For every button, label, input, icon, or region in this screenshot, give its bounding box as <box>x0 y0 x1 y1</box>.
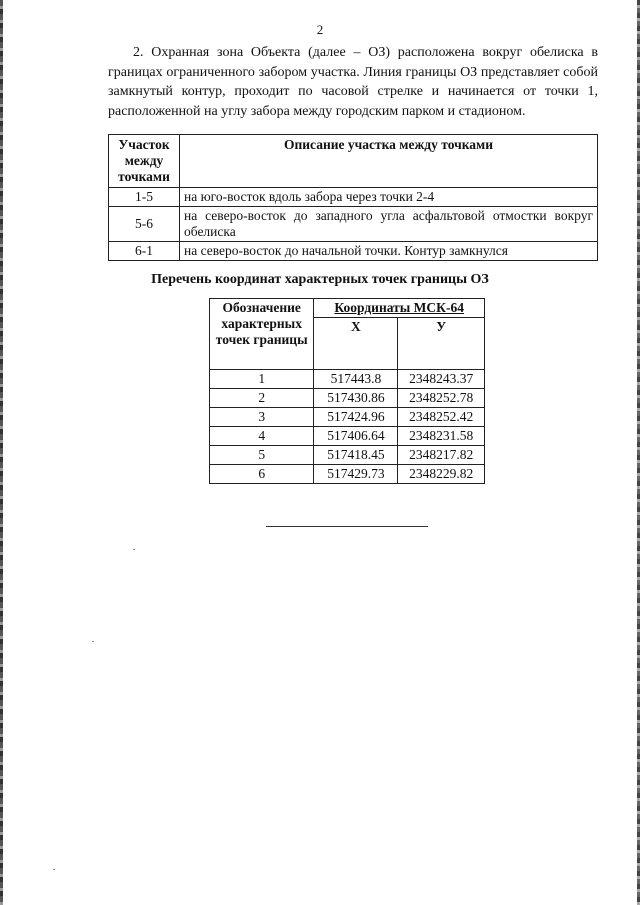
y-cell: 2348252.42 <box>398 408 485 427</box>
signature-divider-line <box>266 526 428 527</box>
scan-speck <box>133 549 135 550</box>
coords-header-row <box>210 299 485 318</box>
x-cell: 517424.96 <box>314 408 398 427</box>
intro-text: 2. Охранная зона Объекта (далее – ОЗ) расположена вокруг обелиска в границах ограниченного забором участка. Линия границы ОЗ представляет собой замкнутый контур, проходит по часовой стрелке и начинается от точки 1, расположенной на углу забора между городским парком и стадионом. <box>108 45 598 119</box>
x-cell: 517418.45 <box>314 446 398 465</box>
x-cell: 517406.64 <box>314 427 398 446</box>
coords-header-point: Обозначение характерных точек границы <box>210 299 314 370</box>
scan-speck <box>92 641 94 642</box>
x-cell: 517430.86 <box>314 389 398 408</box>
table-row <box>109 207 598 242</box>
coords-header-x: X <box>314 318 398 370</box>
coords-title: Перечень координат характерных точек границы ОЗ <box>151 272 489 287</box>
coords-header-system: Координаты МСК-64 <box>314 299 485 318</box>
y-cell: 2348229.82 <box>398 465 485 484</box>
table-row <box>210 389 485 408</box>
intro-paragraph <box>108 43 598 121</box>
y-cell: 2348252.78 <box>398 389 485 408</box>
segments-table <box>108 134 598 261</box>
segments-header-segment: Участок между точками <box>109 135 180 188</box>
scan-speck <box>53 869 55 870</box>
point-cell: 3 <box>210 408 314 427</box>
table-row <box>210 427 485 446</box>
point-cell: 1 <box>210 370 314 389</box>
coords-header-y: У <box>398 318 485 370</box>
coords-table <box>209 298 485 484</box>
table-row <box>109 242 598 261</box>
table-row <box>210 446 485 465</box>
table-row <box>210 465 485 484</box>
description-cell: на юго-восток вдоль забора через точки 2-4 <box>180 188 598 207</box>
point-cell: 5 <box>210 446 314 465</box>
segments-header-row <box>109 135 598 188</box>
point-cell: 2 <box>210 389 314 408</box>
point-cell: 6 <box>210 465 314 484</box>
x-cell: 517443.8 <box>314 370 398 389</box>
y-cell: 2348243.37 <box>398 370 485 389</box>
table-row <box>210 370 485 389</box>
x-cell: 517429.73 <box>314 465 398 484</box>
segment-cell: 6-1 <box>109 242 180 261</box>
scan-left-edge <box>0 0 3 905</box>
page-number: 2 <box>316 22 324 37</box>
y-cell: 2348231.58 <box>398 427 485 446</box>
y-cell: 2348217.82 <box>398 446 485 465</box>
description-cell: на северо-восток до начальной точки. Контур замкнулся <box>180 242 598 261</box>
description-cell: на северо-восток до западного угла асфальтовой отмостки вокруг обелиска <box>180 207 598 242</box>
segment-cell: 1-5 <box>109 188 180 207</box>
segments-header-description: Описание участка между точками <box>180 135 598 188</box>
segment-cell: 5-6 <box>109 207 180 242</box>
table-row <box>109 188 598 207</box>
table-row <box>210 408 485 427</box>
point-cell: 4 <box>210 427 314 446</box>
